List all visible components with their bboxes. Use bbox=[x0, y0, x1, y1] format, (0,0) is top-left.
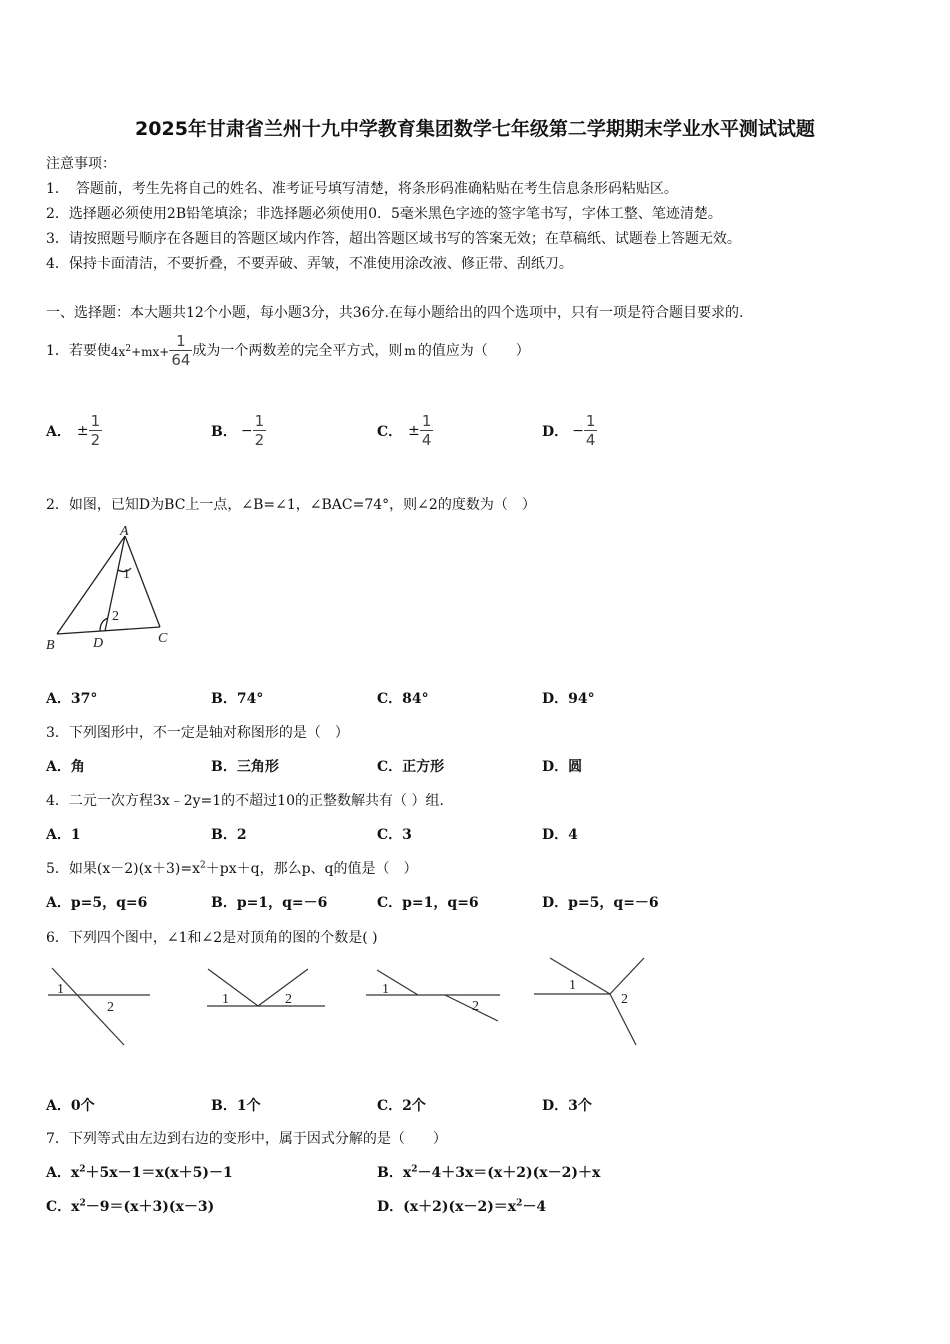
section-heading: 一、选择题：本大题共12个小题，每小题3分，共36分.在每小题给出的四个选项中，只有一项是符合题目要求的. bbox=[46, 305, 744, 321]
option-c[interactable]: C． ± $\frac{1}{4}$ bbox=[377, 412, 432, 449]
option-b[interactable]: B．74° bbox=[211, 691, 264, 707]
option-a[interactable]: A．角 bbox=[46, 759, 85, 775]
option-b[interactable]: B．p=1，q=－6 bbox=[211, 895, 328, 911]
option-c[interactable]: C．3 bbox=[377, 827, 412, 843]
fig4-label-1: 1 bbox=[569, 978, 576, 993]
option-b[interactable]: B．$x^2-4+3x=(x+2)(x-2)+x$ bbox=[377, 1164, 601, 1181]
question-number: 4． bbox=[46, 793, 69, 809]
label-d: D bbox=[93, 636, 104, 651]
question-number: 5． bbox=[46, 861, 69, 877]
option-a[interactable]: A．$x^2+5x-1=x(x+5)-1$ bbox=[46, 1164, 233, 1181]
note-item: 1． 答题前，考生先将自己的姓名、准考证号填写清楚，将条形码准确粘贴在考生信息条形码粘贴区。 bbox=[46, 181, 678, 197]
option-a[interactable]: A．p=5，q=6 bbox=[46, 895, 148, 911]
label-angle-1: 1 bbox=[123, 567, 130, 582]
option-d[interactable]: D．$(x+2)(x-2)=x^2-4$ bbox=[377, 1198, 547, 1215]
option-a[interactable]: A．37° bbox=[46, 691, 98, 707]
option-d[interactable]: D．94° bbox=[542, 691, 595, 707]
note-item: 2．选择题必须使用2B铅笔填涂；非选择题必须使用0．5毫米黑色字迹的签字笔书写，字体工整、笔迹清楚。 bbox=[46, 206, 722, 222]
option-b[interactable]: B．三角形 bbox=[211, 759, 279, 775]
fig3-label-1: 1 bbox=[382, 982, 389, 997]
option-d[interactable]: D．4 bbox=[542, 827, 578, 843]
option-a[interactable]: A．0个 bbox=[46, 1098, 95, 1114]
question-number: 1． bbox=[46, 342, 69, 359]
side-bc bbox=[57, 627, 160, 634]
fig2-label-2: 2 bbox=[285, 992, 292, 1007]
option-d[interactable]: D． − $\frac{1}{4}$ bbox=[542, 412, 596, 449]
page-title: 2025年甘肃省兰州十九中学教育集团数学七年级第二学期期末学业水平测试试题 bbox=[135, 118, 815, 140]
question-number: 6． bbox=[46, 930, 69, 946]
option-d[interactable]: D．圆 bbox=[542, 759, 583, 775]
question-5: 5．如果$(x-2)(x+3)=x^2+px+q$，那么p、q的值是（ ） bbox=[46, 860, 418, 877]
fig1-label-1: 1 bbox=[57, 982, 64, 997]
question-3: 3．下列图形中，不一定是轴对称图形的是（ ） bbox=[46, 725, 349, 741]
option-c[interactable]: C．$x^2-9=(x+3)(x-3)$ bbox=[46, 1198, 215, 1215]
option-b[interactable]: B． − $\frac{1}{2}$ bbox=[211, 412, 265, 449]
option-b[interactable]: B．1个 bbox=[211, 1098, 261, 1114]
question-number: 2． bbox=[46, 497, 69, 513]
option-c[interactable]: C．正方形 bbox=[377, 759, 445, 775]
figure-1 bbox=[48, 968, 150, 1045]
side-ac bbox=[125, 536, 160, 627]
question-7: 7．下列等式由左边到右边的变形中，属于因式分解的是（ ） bbox=[46, 1131, 447, 1147]
option-c[interactable]: C．84° bbox=[377, 691, 429, 707]
option-d[interactable]: D．p=5，q=－6 bbox=[542, 895, 659, 911]
fig2-label-1: 1 bbox=[222, 992, 229, 1007]
angle-figures bbox=[40, 950, 660, 1055]
question-2: 2．如图，已知D为BC上一点，∠B=∠1，∠BAC=74°，则∠2的度数为（ ） bbox=[46, 497, 536, 513]
label-c: C bbox=[158, 631, 168, 646]
triangle-figure bbox=[40, 518, 190, 658]
label-a: A bbox=[120, 524, 129, 539]
fig1-label-2: 2 bbox=[107, 1000, 114, 1015]
option-b[interactable]: B．2 bbox=[211, 827, 247, 843]
fig3-label-2: 2 bbox=[472, 999, 479, 1014]
question-6: 6．下列四个图中，∠1和∠2是对顶角的图的个数是( ) bbox=[46, 930, 378, 946]
option-c[interactable]: C．2个 bbox=[377, 1098, 426, 1114]
question-1: 1．若要使$4x^2+mx+$ $\frac{1}{64}$ 成为一个两数差的完全平方式，则 m 的值应为（ ） bbox=[46, 332, 530, 369]
question-number: 7． bbox=[46, 1131, 69, 1147]
option-a[interactable]: A．1 bbox=[46, 827, 81, 843]
label-b: B bbox=[46, 638, 55, 653]
fig4-label-2: 2 bbox=[621, 992, 628, 1007]
label-angle-2: 2 bbox=[112, 609, 119, 624]
option-d[interactable]: D．3个 bbox=[542, 1098, 592, 1114]
fraction: $\frac{1}{64}$ bbox=[171, 332, 191, 369]
note-item: 4．保持卡面清洁，不要折叠，不要弄破、弄皱，不准使用涂改液、修正带、刮纸刀。 bbox=[46, 256, 573, 272]
notes-heading: 注意事项： bbox=[46, 156, 116, 172]
option-a[interactable]: A． ± $\frac{1}{2}$ bbox=[46, 412, 101, 449]
option-c[interactable]: C．p=1，q=6 bbox=[377, 895, 479, 911]
note-item: 3．请按照题号顺序在各题目的答题区域内作答，超出答题区域书写的答案无效；在草稿纸、试题卷上答题无效。 bbox=[46, 231, 741, 247]
question-number: 3． bbox=[46, 725, 69, 741]
question-4: 4．二元一次方程3x﹣2y=1的不超过10的正整数解共有（ ）组. bbox=[46, 793, 444, 809]
